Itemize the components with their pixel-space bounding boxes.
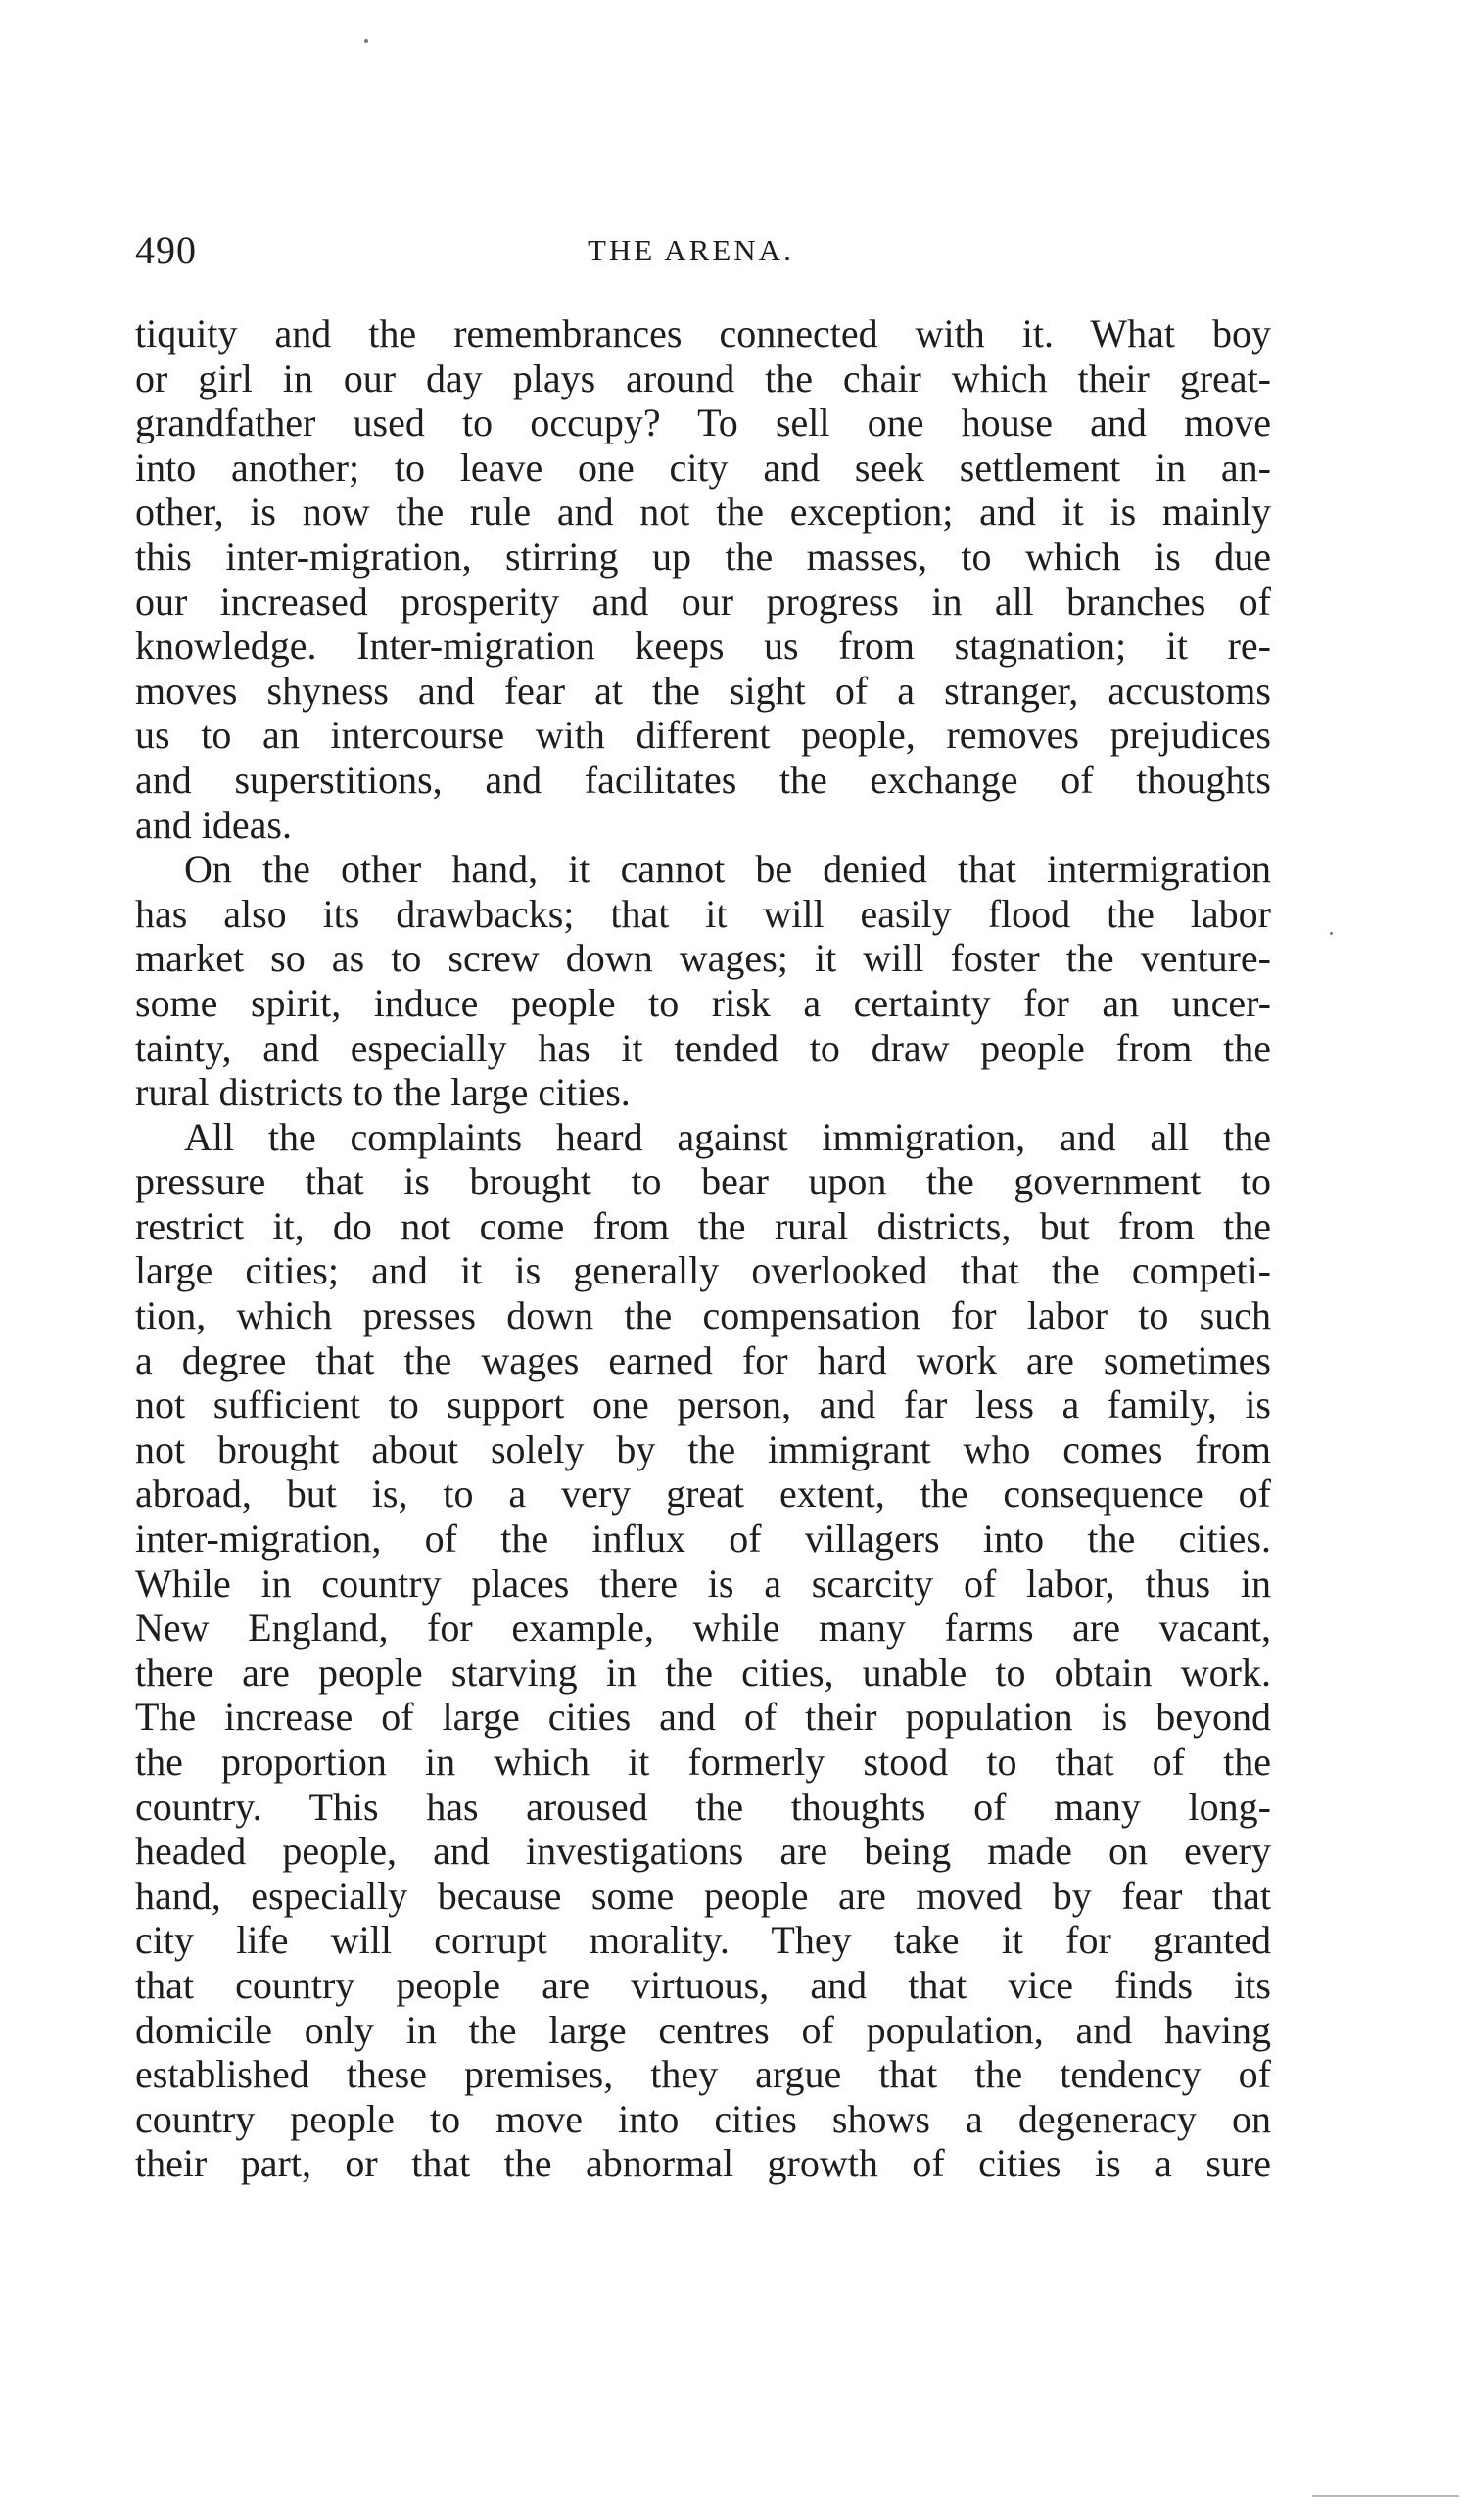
text-line: city life will corrupt morality. They take it for granted: [135, 1918, 1271, 1963]
page-number: 490: [135, 228, 197, 272]
text-line: market so as to screw down wages; it will foster the venture-: [135, 936, 1271, 981]
scan-speck: [1330, 932, 1333, 935]
text-line: established these premises, they argue that the tendency of: [135, 2052, 1271, 2097]
running-head: THE ARENA.: [588, 233, 794, 267]
text-line: the proportion in which it formerly stood to that of the: [135, 1740, 1271, 1784]
text-line: their part, or that the abnormal growth of cities is a sure: [135, 2141, 1271, 2186]
text-line: While in country places there is a scarcity of labor, thus in: [135, 1561, 1271, 1606]
page-header: [135, 227, 1271, 276]
text-line: moves shyness and fear at the sight of a stranger, accustoms: [135, 668, 1271, 713]
text-line: this inter-migration, stirring up the masses, to which is due: [135, 534, 1271, 579]
text-line: headed people, and investigations are being made on every: [135, 1829, 1271, 1874]
text-line: country. This has aroused the thoughts of many long-: [135, 1784, 1271, 1829]
text-line: has also its drawbacks; that it will easily flood the labor: [135, 891, 1271, 936]
text-line: knowledge. Inter-migration keeps us from stagnation; it re-: [135, 624, 1271, 669]
paragraph: [135, 1115, 1271, 2186]
text-line: inter-migration, of the influx of villagers into the cities.: [135, 1517, 1271, 1562]
paragraph: [135, 311, 1271, 847]
text-line: country people to move into cities shows a degeneracy on: [135, 2096, 1271, 2141]
text-line: tiquity and the remembrances connected with it. What boy: [135, 311, 1271, 355]
text-line: On the other hand, it cannot be denied that intermigration: [184, 847, 1271, 892]
text-line: not sufficient to support one person, and far less a family, is: [135, 1382, 1271, 1427]
text-line: restrict it, do not come from the rural districts, but from the: [135, 1203, 1271, 1248]
text-line: large cities; and it is generally overlooked that the competi-: [135, 1248, 1271, 1293]
text-line: into another; to leave one city and seek settlement in an-: [135, 444, 1271, 490]
text-line: pressure that is brought to bear upon the government to: [135, 1159, 1271, 1204]
text-line: and ideas.: [135, 802, 292, 847]
text-line: grandfather used to occupy? To sell one house and move: [135, 400, 1271, 445]
text-line: hand, especially because some people are moved by fear that: [135, 1873, 1271, 1918]
body-text: [135, 311, 1271, 2186]
text-line: a degree that the wages earned for hard work are sometimes: [135, 1337, 1271, 1382]
text-line: abroad, but is, to a very great extent, the consequence of: [135, 1471, 1271, 1517]
text-line: other, is now the rule and not the exception; and it is mainly: [135, 490, 1271, 535]
text-line: tainty, and especially has it tended to draw people from the: [135, 1025, 1271, 1070]
paragraph: [135, 847, 1271, 1115]
text-line: some spirit, induce people to risk a certainty for an uncer-: [135, 980, 1271, 1025]
text-line: rural districts to the large cities.: [135, 1070, 631, 1115]
text-line: not brought about solely by the immigrant who comes from: [135, 1426, 1271, 1471]
text-line: tion, which presses down the compensation for labor to such: [135, 1293, 1271, 1338]
text-line: domicile only in the large centres of population, and having: [135, 2007, 1271, 2052]
text-line: New England, for example, while many farms are vacant,: [135, 1606, 1271, 1651]
scan-edge-mark: [1312, 2495, 1459, 2497]
text-line: All the complaints heard against immigration, and all the: [184, 1114, 1271, 1159]
text-line: our increased prosperity and our progress in all branches of: [135, 579, 1271, 624]
text-line: The increase of large cities and of their population is beyond: [135, 1695, 1271, 1740]
text-line: there are people starving in the cities, unable to obtain work.: [135, 1650, 1271, 1695]
text-line: and superstitions, and facilitates the exchange of thoughts: [135, 757, 1271, 802]
text-line: or girl in our day plays around the chair which their great-: [135, 355, 1271, 400]
text-line: us to an intercourse with different people, removes prejudices: [135, 713, 1271, 758]
text-line: that country people are virtuous, and that vice finds its: [135, 1962, 1271, 2007]
scan-speck: [364, 39, 368, 43]
